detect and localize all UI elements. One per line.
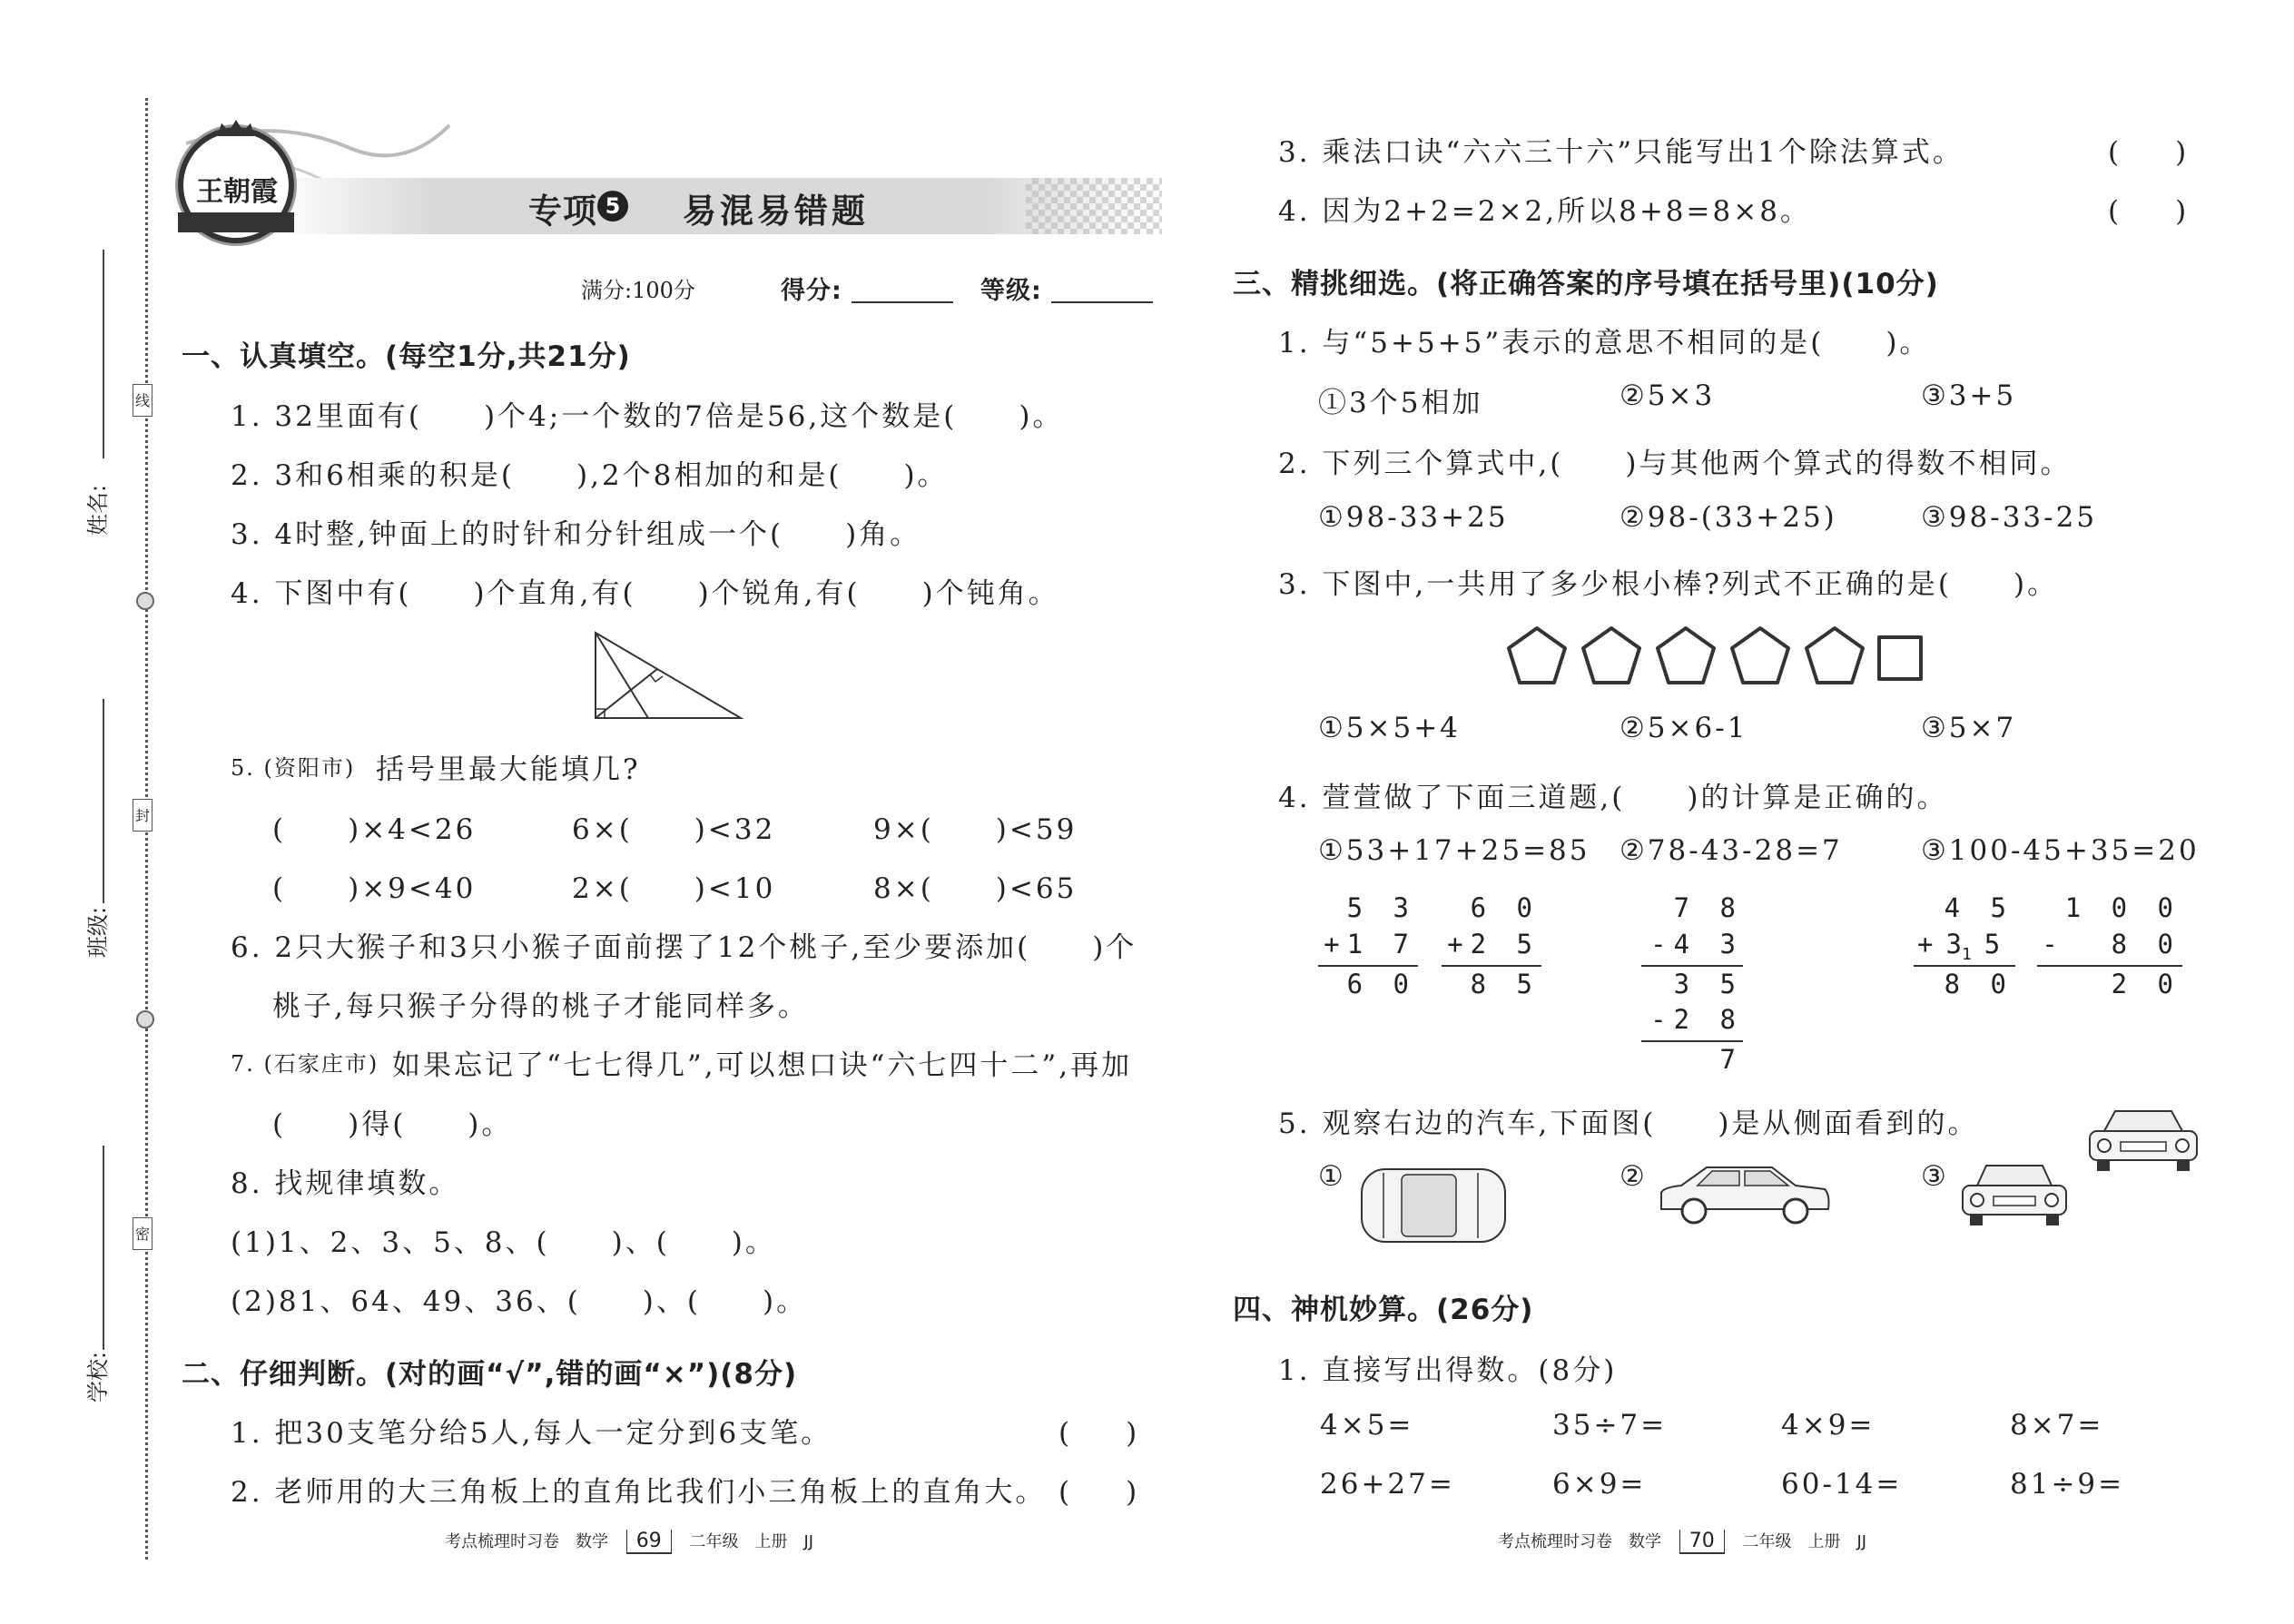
s2-q1: 1. 把30支笔分给5人,每人一定分到6支笔。 — [231, 1417, 832, 1450]
footer-right — [1498, 1529, 1866, 1554]
calc-r1-c3[interactable]: 4×9= — [1781, 1409, 1876, 1442]
vcalc-4-row-1: 4 5 — [1944, 892, 2013, 923]
s3-q3-opt-2: ②5×6-1 — [1620, 712, 1748, 744]
vcalc-1-result: 6 0 — [1346, 969, 1416, 999]
s2-q2-answer[interactable]: ( ) — [1058, 1476, 1137, 1509]
footer-left-page: 69 — [626, 1530, 672, 1554]
footer-left — [445, 1529, 813, 1554]
logo-name: 王朝霞 — [196, 176, 278, 208]
s1-q4: 4. 下图中有( )个直角,有( )个锐角,有( )个钝角。 — [231, 577, 1059, 610]
s3-q2-opt-1: ①98-33+25 — [1318, 501, 1509, 534]
s2-q2: 2. 老师用的大三角板上的直角比我们小三角板上的直角大。 — [231, 1476, 1047, 1509]
s3-q3: 3. 下图中,一共用了多少根小棒?列式不正确的是( )。 — [1278, 568, 2059, 601]
s1-q7-tag: 7. (石家庄市) — [231, 1051, 379, 1077]
binding-ornament-1 — [136, 592, 154, 610]
s1-q7-line2: ( )得( )。 — [272, 1108, 513, 1141]
s3-q1-opt-3: ③3+5 — [1921, 379, 2017, 412]
checker-pattern — [1026, 178, 1162, 234]
binding-mark-top: 线 — [133, 384, 153, 417]
vcalc-3-row-3: 3 5 — [1673, 969, 1743, 999]
title-number-badge: 5 — [597, 191, 628, 221]
s1-q5: 括号里最大能填几? — [376, 753, 641, 786]
vcalc-4-row-2 — [1917, 929, 2000, 964]
s2-q1-answer[interactable]: ( ) — [1058, 1417, 1137, 1450]
vcalc-4-result: 8 0 — [1944, 969, 2013, 999]
page-title: 易混易错题 — [683, 192, 869, 231]
vcalc-3-row-2: -4 3 — [1650, 929, 1743, 960]
name-label: 姓名: — [85, 484, 111, 536]
footer-right-page: 70 — [1679, 1530, 1725, 1554]
s3-q2-opt-3: ③98-33-25 — [1921, 501, 2098, 534]
s3-q1-opt-2: ②5×3 — [1620, 379, 1716, 412]
vcalc-4-ones: 5 — [1984, 929, 2001, 960]
s1-q5-item-1: ( )×4<26 — [272, 813, 477, 846]
vcalc-2-result: 8 5 — [1470, 969, 1540, 999]
school-label: 学校: — [85, 1351, 111, 1403]
s1-q2: 2. 3和6相乘的积是( ),2个8相加的和是( )。 — [231, 459, 949, 492]
school-field-line — [103, 1146, 104, 1350]
s3-q3-opt-1: ①5×5+4 — [1318, 712, 1461, 744]
vcalc-3-row-4: -2 8 — [1650, 1004, 1743, 1035]
vcalc-3-rule-2 — [1641, 1040, 1743, 1042]
footer-left-grade: 二年级 上册 JJ — [689, 1532, 814, 1551]
score-input[interactable] — [852, 301, 953, 303]
s3-q4-opt-1: ①53+17+25=85 — [1318, 834, 1590, 867]
s3-q2: 2. 下列三个算式中,( )与其他两个算式的得数不相同。 — [1278, 448, 2072, 480]
vcalc-2-row-1: 6 0 — [1470, 892, 1540, 923]
s4-q1: 1. 直接写出得数。(8分) — [1278, 1354, 1618, 1387]
s2-q4: 4. 因为2+2=2×2,所以8+8=8×8。 — [1278, 195, 1811, 228]
s1-q6-line2: 桃子,每只猴子分得的桃子才能同样多。 — [272, 990, 809, 1023]
section-3-heading: 三、精挑细选。(将正确答案的序号填在括号里)(10分) — [1233, 268, 1939, 300]
s1-q8-2: (2)81、64、49、36、( )、( )。 — [231, 1285, 808, 1318]
s3-q5-label-3: ③ — [1921, 1160, 1949, 1193]
footer-left-book: 考点梳理时习卷 数学 — [445, 1532, 608, 1551]
s3-q5-label-1: ① — [1318, 1160, 1346, 1193]
calc-r2-c1[interactable]: 26+27= — [1320, 1468, 1455, 1501]
vcalc-1-row-1: 5 3 — [1346, 892, 1416, 923]
vcalc-4-rule — [1914, 965, 2015, 967]
s2-q3: 3. 乘法口诀“六六三十六”只能写出1个除法算式。 — [1278, 136, 1964, 169]
vcalc-1-rule — [1318, 965, 1418, 967]
s3-q4-opt-3: ③100-45+35=20 — [1921, 834, 2200, 867]
footer-right-grade: 二年级 上册 JJ — [1742, 1532, 1867, 1551]
binding-ornament-2 — [136, 1010, 154, 1029]
vcalc-2-rule — [1442, 965, 1541, 967]
vcalc-5-result: 2 0 — [2111, 969, 2181, 999]
logo-band — [178, 212, 294, 232]
class-label: 班级: — [85, 906, 111, 958]
s3-q5-label-2: ② — [1620, 1160, 1648, 1193]
triangle-figure — [588, 629, 748, 722]
vcalc-4-operator: + — [1917, 929, 1934, 960]
matchstick-pentagons-figure — [1503, 623, 1930, 695]
section-4-heading: 四、神机妙算。(26分) — [1233, 1294, 1534, 1326]
calc-r1-c4[interactable]: 8×7= — [2010, 1409, 2104, 1442]
brand-logo — [178, 127, 294, 243]
vcalc-4-carry: 1 — [1961, 944, 1972, 964]
s1-q7-line1: 如果忘记了“七七得几”,可以想口诀“六七四十二”,再加 — [392, 1049, 1133, 1082]
vcalc-3-result: 7 — [1719, 1044, 1743, 1075]
s1-q8: 8. 找规律填数。 — [231, 1167, 460, 1200]
s1-q1: 1. 32里面有( )个4;一个数的7倍是56,这个数是( )。 — [231, 400, 1064, 433]
s1-q8-1: (1)1、2、3、5、8、( )、( )。 — [231, 1226, 776, 1259]
score-label: 得分: — [781, 277, 842, 305]
s1-q5-item-5: 2×( )<10 — [572, 872, 776, 905]
s1-q5-item-4: ( )×9<40 — [272, 872, 477, 905]
s1-q5-tag: 5. (资阳市) — [231, 755, 356, 781]
calc-r2-c4[interactable]: 81÷9= — [2010, 1468, 2125, 1501]
calc-r2-c2[interactable]: 6×9= — [1552, 1468, 1647, 1501]
car-reference-icon — [2084, 1106, 2202, 1175]
s1-q5-item-6: 8×( )<65 — [873, 872, 1078, 905]
binding-mark-mid: 封 — [133, 799, 153, 832]
calc-r2-c3[interactable]: 60-14= — [1781, 1468, 1903, 1501]
vcalc-5-rule — [2037, 965, 2182, 967]
s1-q5-item-3: 9×( )<59 — [873, 813, 1078, 846]
vcalc-5-row-1: 1 0 0 — [2064, 892, 2181, 923]
s3-q4-opt-2: ②78-43-28=7 — [1620, 834, 1843, 867]
grade-label: 等级: — [980, 277, 1042, 305]
vcalc-2-row-2: +2 5 — [1447, 929, 1540, 960]
s3-q4: 4. 萱萱做了下面三道题,( )的计算是正确的。 — [1278, 782, 1948, 814]
vcalc-4-tens: 3 — [1945, 929, 1962, 960]
s3-q3-opt-3: ③5×7 — [1921, 712, 2017, 744]
car-side-view-icon[interactable] — [1654, 1158, 1836, 1231]
s1-q3: 3. 4时整,钟面上的时针和分针组成一个( )角。 — [231, 518, 921, 551]
s3-q5: 5. 观察右边的汽车,下面图( )是从侧面看到的。 — [1278, 1107, 1979, 1140]
name-field-line — [103, 250, 104, 458]
footer-right-book: 考点梳理时习卷 数学 — [1498, 1532, 1661, 1551]
s3-q1: 1. 与“5+5+5”表示的意思不相同的是( )。 — [1278, 327, 1931, 359]
vcalc-1-row-2: +1 7 — [1324, 929, 1416, 960]
s1-q5-item-2: 6×( )<32 — [572, 813, 776, 846]
s3-q1-opt-1: ①3个5相加 — [1318, 387, 1483, 419]
class-field-line — [103, 699, 104, 903]
section-2-heading: 二、仔细判断。(对的画“√”,错的画“×”)(8分) — [182, 1358, 798, 1391]
s3-q2-opt-2: ②98-(33+25) — [1620, 501, 1837, 534]
s2-q3-answer[interactable]: ( ) — [2108, 136, 2187, 169]
s1-q6-line1: 6. 2只大猴子和3只小猴子面前摆了12个桃子,至少要添加( )个 — [231, 931, 1137, 964]
calc-r1-c1[interactable]: 4×5= — [1320, 1409, 1414, 1442]
vcalc-5-row-2: - 8 0 — [2042, 929, 2181, 960]
car-top-view-icon[interactable] — [1356, 1162, 1511, 1249]
s2-q4-answer[interactable]: ( ) — [2108, 195, 2187, 228]
vcalc-3-rule-1 — [1641, 965, 1743, 967]
calc-r1-c2[interactable]: 35÷7= — [1552, 1409, 1668, 1442]
section-1-heading: 一、认真填空。(每空1分,共21分) — [182, 340, 631, 373]
title-prefix: 专项 — [528, 192, 597, 231]
full-score: 满分:100分 — [581, 278, 695, 303]
car-front-view-icon[interactable] — [1957, 1160, 2072, 1229]
binding-mark-bottom: 密 — [133, 1217, 153, 1250]
grade-input[interactable] — [1051, 301, 1153, 303]
vcalc-3-row-1: 7 8 — [1673, 892, 1743, 923]
